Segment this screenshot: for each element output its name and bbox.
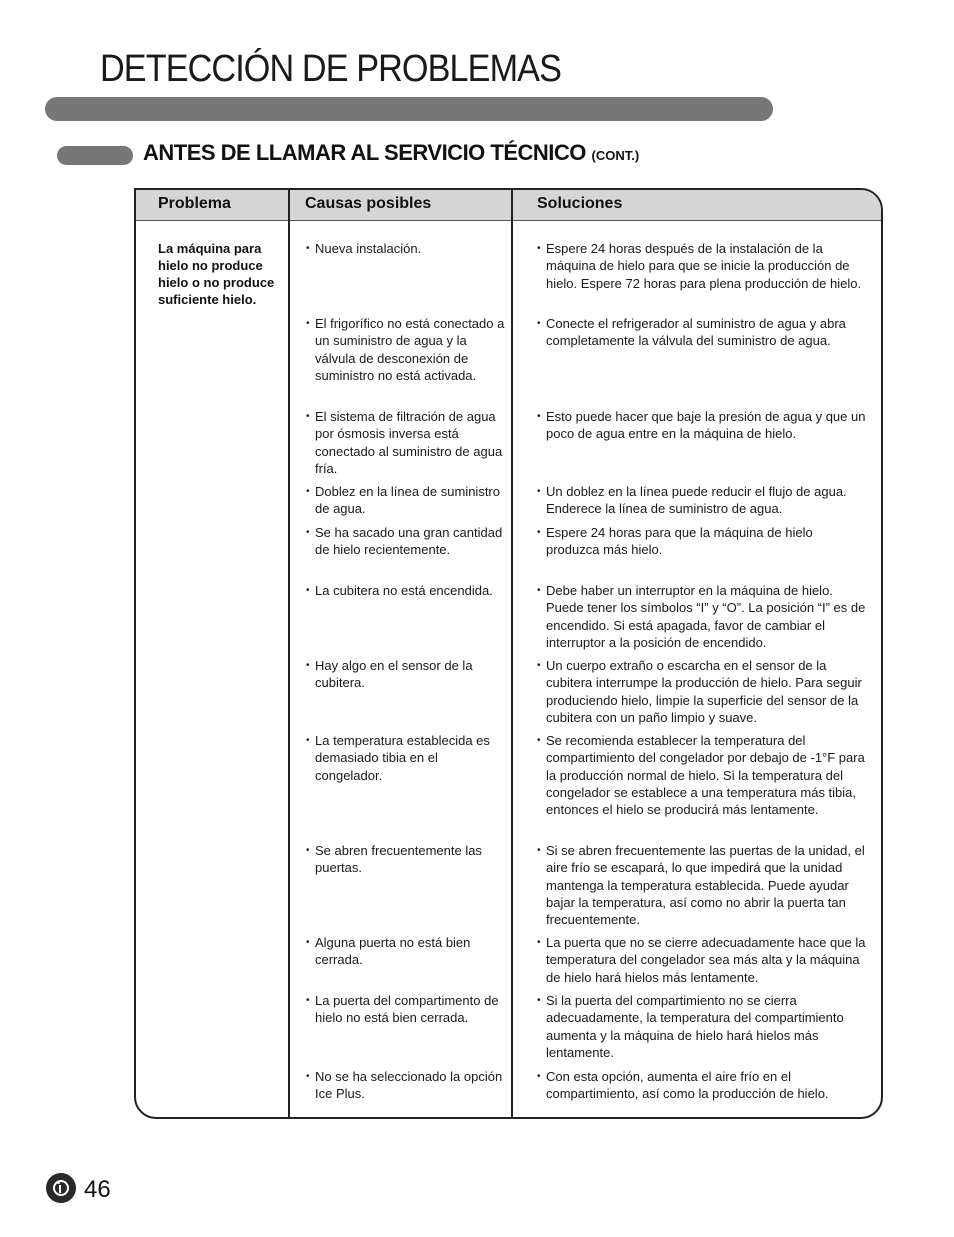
section-heading — [143, 140, 639, 166]
solution-item: • Espere 24 horas para que la máquina de hielo produzca más hielo. — [537, 525, 813, 558]
solution-item: • Si la puerta del compartimiento no se cierra adecuadamente, la temperatura del compartimiento aumenta y la máquina de hielo hará hielos más lentamente. — [537, 993, 844, 1060]
solution-item: • Debe haber un interruptor en la máquina de hielo. Puede tener los símbolos “I” y “O”. La posición “I” es de encendido. Si está apagada, favor de cambiar el interruptor a la posición de encendido. — [537, 583, 866, 650]
title-divider-bar — [45, 97, 773, 121]
solution-item: • Se recomienda establecer la temperatura del compartimiento del congelador por debajo de -1°F para la producción normal de hielo. Si la temperatura del congelador se establece a una temperatura más tibia, entonces el hielo se producirá más lentamente. — [537, 733, 865, 818]
cause-text: No se ha seleccionado la opción Ice Plus. — [315, 1069, 503, 1102]
page-number: 46 — [84, 1176, 111, 1203]
cause-text: Hay algo en el sensor de la cubitera. — [315, 658, 473, 691]
cause-text: El frigorífico no está conectado a un suministro de agua y la válvula de desconexión de suministro no está activada. — [315, 316, 505, 383]
solution-text: Si la puerta del compartimiento no se cierra adecuadamente, la temperatura del compartimiento aumenta y la máquina de hielo hará hielos más lentamente. — [546, 993, 844, 1060]
cause-item: • Nueva instalación. — [306, 241, 422, 256]
solution-text: Espere 24 horas para que la máquina de hielo produzca más hielo. — [546, 525, 813, 558]
table-header — [136, 190, 881, 221]
cause-text: El sistema de filtración de agua por ósmosis inversa está conectado al suministro de agua fría. — [315, 409, 503, 476]
page-title: DETECCIÓN DE PROBLEMAS — [100, 48, 561, 90]
solution-text: Esto puede hacer que baje la presión de agua y que un poco de agua entre en la máquina de hielo. — [546, 409, 866, 442]
solution-text: Si se abren frecuentemente las puertas de la unidad, el aire frío se escapará, lo que impedirá que la unidad mantenga la temperatura establecida. Puede ayudar bajar la temperatura, así como no abrir la puerta tan frecuentemente. — [546, 843, 865, 928]
solution-text: Debe haber un interruptor en la máquina de hielo. Puede tener los símbolos “I” y “O”. La posición “I” es de encendido. Si está apagada, favor de cambiar el interruptor a la posición de encendido. — [546, 583, 866, 650]
column-divider — [511, 190, 513, 1117]
header-soluciones: Soluciones — [537, 195, 623, 212]
cause-text: Se abren frecuentemente las puertas. — [315, 843, 482, 876]
cause-item: • El sistema de filtración de agua por ósmosis inversa está conectado al suministro de agua fría. — [306, 409, 503, 476]
cause-text: Alguna puerta no está bien cerrada. — [315, 935, 471, 968]
solution-item: • La puerta que no se cierre adecuadamente hace que la temperatura del congelador sea más alta y la máquina de hielo hará hielos más lentamente. — [537, 935, 866, 985]
troubleshooting-table — [134, 188, 883, 1119]
cause-item: • Se abren frecuentemente las puertas. — [306, 843, 482, 876]
cause-item: • Hay algo en el sensor de la cubitera. — [306, 658, 473, 691]
cause-text: La temperatura establecida es demasiado tibia en el congelador. — [315, 733, 490, 783]
header-problema: Problema — [158, 195, 231, 212]
solution-item: • Conecte el refrigerador al suministro de agua y abra completamente la válvula del suministro de agua. — [537, 316, 846, 349]
solution-text: Un doblez en la línea puede reducir el flujo de agua. Enderece la línea de suministro de agua. — [546, 484, 847, 517]
solution-item: • Esto puede hacer que baje la presión de agua y que un poco de agua entre en la máquina de hielo. — [537, 409, 866, 442]
solution-item: • Un cuerpo extraño o escarcha en el sensor de la cubitera interrumpe la producción de hielo. Para seguir produciendo hielo, limpie la superficie del sensor de la cubitera con un paño limpio y suave. — [537, 658, 862, 725]
cause-text: La cubitera no está encendida. — [315, 583, 493, 598]
cause-text: Se ha sacado una gran cantidad de hielo recientemente. — [315, 525, 503, 558]
solution-item: • Con esta opción, aumenta el aire frío en el compartimiento, así como la producción de hielo. — [537, 1069, 829, 1102]
problem-text: La máquina para hielo no produce hielo o no produce suficiente hielo. — [158, 241, 275, 307]
cause-text: La puerta del compartimento de hielo no está bien cerrada. — [315, 993, 499, 1026]
section-marker — [57, 146, 133, 165]
solution-item: • Si se abren frecuentemente las puertas de la unidad, el aire frío se escapará, lo que impedirá que la unidad mantenga la temperatura establecida. Puede ayudar bajar la temperatura, así como no abrir la puerta tan frecuentemente. — [537, 843, 865, 928]
solution-text: La puerta que no se cierre adecuadamente hace que la temperatura del congelador sea más alta y la máquina de hielo hará hielos más lentamente. — [546, 935, 866, 985]
lg-logo-icon — [46, 1173, 76, 1203]
solution-text: Un cuerpo extraño o escarcha en el sensor de la cubitera interrumpe la producción de hielo. Para seguir produciendo hielo, limpie la superficie del sensor de la cubitera con un paño limpio y suave. — [546, 658, 862, 725]
solution-text: Espere 24 horas después de la instalación de la máquina de hielo para que se inicie la producción de hielo. Espere 72 horas para plena producción de hielo. — [546, 241, 862, 291]
header-causas: Causas posibles — [305, 195, 432, 212]
section-heading-suffix: (CONT.) — [591, 148, 640, 163]
cause-item: • La puerta del compartimento de hielo no está bien cerrada. — [306, 993, 499, 1026]
solution-text: Se recomienda establecer la temperatura del compartimiento del congelador por debajo de -1°F para la producción normal de hielo. Si la temperatura del congelador se establece a una temperatura más tibia, entonces el hielo se producirá más lentamente. — [546, 733, 865, 818]
cause-item: • El frigorífico no está conectado a un suministro de agua y la válvula de desconexión de suministro no está activada. — [306, 316, 505, 383]
solution-text: Con esta opción, aumenta el aire frío en el compartimiento, así como la producción de hielo. — [546, 1069, 829, 1102]
column-divider — [288, 190, 290, 1117]
cause-item: • Se ha sacado una gran cantidad de hielo recientemente. — [306, 525, 503, 558]
cause-text: Doblez en la línea de suministro de agua. — [315, 484, 500, 517]
section-heading-text: ANTES DE LLAMAR AL SERVICIO TÉCNICO — [143, 140, 586, 165]
solution-item: • Espere 24 horas después de la instalación de la máquina de hielo para que se inicie la producción de hielo. Espere 72 horas para plena producción de hielo. — [537, 241, 862, 291]
cause-text: Nueva instalación. — [315, 241, 422, 256]
solution-item: • Un doblez en la línea puede reducir el flujo de agua. Enderece la línea de suministro de agua. — [537, 484, 847, 517]
cause-item: • La cubitera no está encendida. — [306, 583, 493, 598]
cause-item: • La temperatura establecida es demasiado tibia en el congelador. — [306, 733, 490, 783]
cause-item: • No se ha seleccionado la opción Ice Plus. — [306, 1069, 503, 1102]
solution-text: Conecte el refrigerador al suministro de agua y abra completamente la válvula del suministro de agua. — [546, 316, 846, 349]
cause-item: • Alguna puerta no está bien cerrada. — [306, 935, 471, 968]
cause-item: • Doblez en la línea de suministro de agua. — [306, 484, 500, 517]
